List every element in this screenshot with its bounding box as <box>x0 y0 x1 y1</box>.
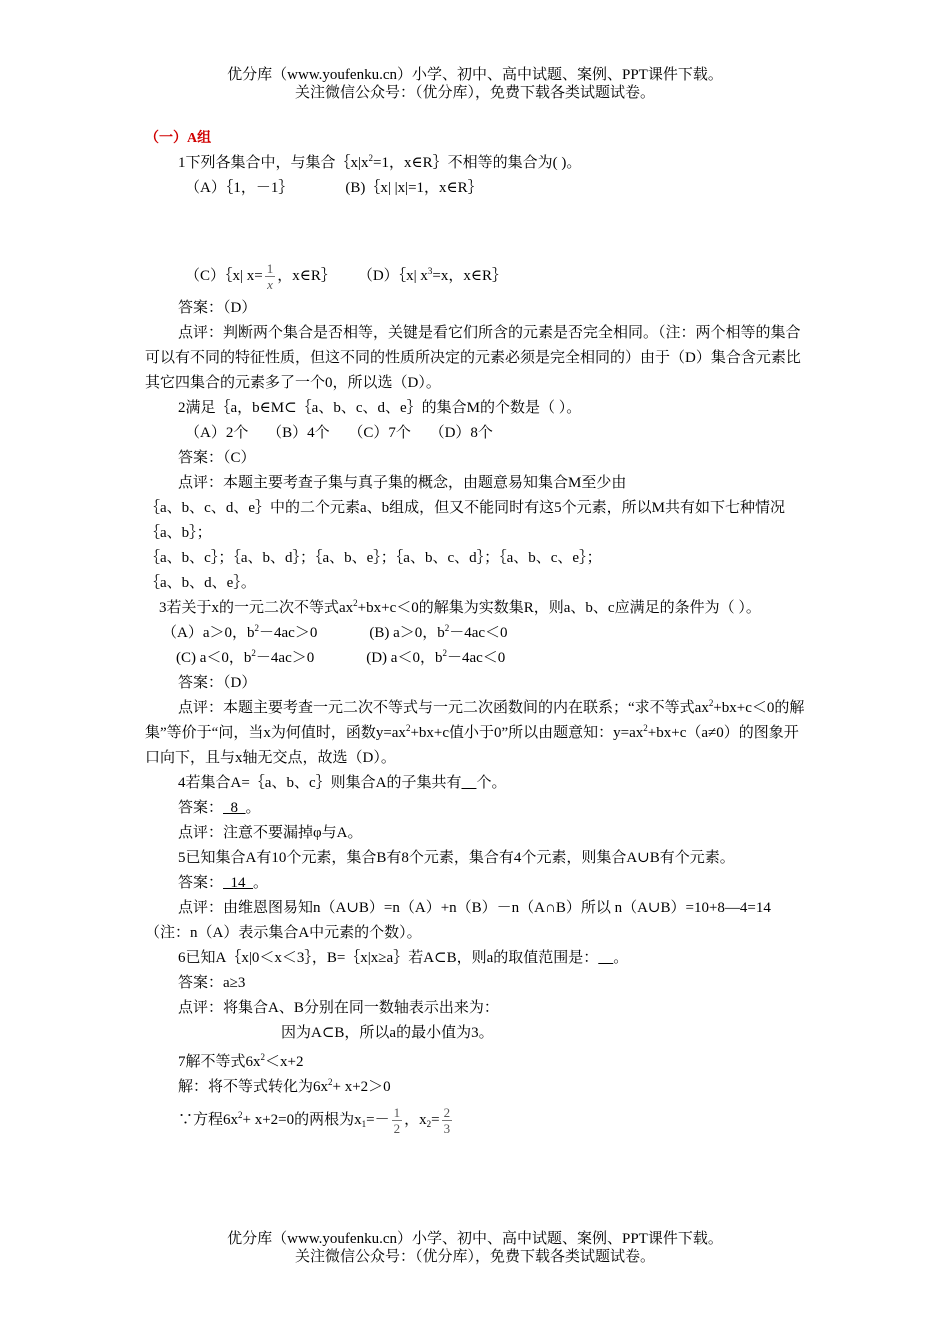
question-2-comment-3: ｛a、b、c｝；｛a、b、d｝；｛a、b、e｝；｛a、b、c、d｝；｛a、b、c、e｝； <box>145 550 602 567</box>
question-3-answer: 答案：（D） <box>178 675 257 692</box>
question-4-comment: 点评：注意不要漏掉φ与A。 <box>178 825 363 842</box>
question-1-answer: 答案：（D） <box>178 300 257 317</box>
question-1-comment: 点评：判断两个集合是否相等，关键是看它们所含的元素是否完全相同。（注：两个相等的集合可以有不同的特征性质，但这不同的性质所决定的元素必须是完全相同的）由于（D）集合含元素比其它四集合的元素多了一个0，所以选（D）。 <box>145 325 801 392</box>
question-2-stem: 2满足｛a，b∈M⊂｛a、b、c、d、e｝的集合M的个数是（ ）。 <box>178 400 582 417</box>
q3-option-a: （A）a＞0，$b^2-4ac>0$ <box>162 623 318 642</box>
q1-option-d: （D）｛x| $x^3=x$，x∈R｝ <box>357 266 507 284</box>
q6-blank <box>598 950 613 966</box>
question-3-stem: 3若关于x的一元二次不等式$ax^2+bx+c<0$的解集为实数集R，则a、b、c应满足的条件为（ ）。 <box>159 598 761 617</box>
q3-option-d: (D) a＜0，$b^2-4ac<0$ <box>366 648 506 667</box>
question-7-stem: 7解不等式$6x^2<x+2$ <box>178 1052 304 1071</box>
question-5-answer: 答案： 14 。 <box>178 875 269 892</box>
question-2-options: （A）2个 （B）4个 （C）7个 （D）8个 <box>185 425 493 442</box>
question-3-comment: 点评：本题主要考查一元二次不等式与一元二次函数间的内在联系；“求不等式$ax^2+bx+c<0$的解集”等价于“问，当x为何值时，函数$y=ax^2+bx+c$值小于0”所以由题意知：$y=ax^2+bx+c(a\ne 0)$的图象开口向下，且与x轴无交点，故选（D）。 <box>145 698 805 767</box>
question-1-options-cd <box>145 261 810 292</box>
q3-option-b: (B) a＞0，$b^2-4ac<0$ <box>369 623 508 642</box>
question-3-options-cd <box>145 646 810 671</box>
question-6-comment-2: 因为A⊂B，所以a的最小值为3。 <box>281 1025 494 1042</box>
page-footer <box>0 1230 950 1266</box>
footer-line-2: 关注微信公众号：（优分库），免费下载各类试题试卷。 <box>294 1249 655 1265</box>
document-body <box>145 126 810 1140</box>
page-header <box>0 66 950 102</box>
q1-option-b: (B)｛x| |x|=1，x∈R｝ <box>345 180 483 196</box>
q1-option-c: （C）｛x| x= $\frac{1}{x}$ ，x∈R｝ <box>185 261 336 293</box>
header-line-2: 关注微信公众号：（优分库），免费下载各类试题试卷。 <box>294 85 655 101</box>
fraction-1-over-2: $\frac{1}{2}$ <box>393 1105 401 1137</box>
question-5-comment: 点评：由维恩图易知n（A∪B）=n（A）+n（B）－n（A∩B）所以 n（A∪B）=10+8—4=14 （注：n（A）表示集合A中元素的个数）。 <box>145 900 771 942</box>
q4-blank <box>461 775 476 791</box>
question-5-stem: 5已知集合A有10个元素，集合B有8个元素，集合有4个元素，则集合A∪B有个元素。 <box>178 850 735 867</box>
header-line-1: 优分库（www.youfenku.cn）小学、初中、高中试题、案例、PPT课件下载。 <box>227 67 723 83</box>
question-2-comment-4: ｛a、b、d、e｝。 <box>145 575 256 592</box>
question-7-roots: ∵方程$6x^2+ x+2=0$的两根为$x_1=-$ $\frac{1}{2}$ ，$x_2=$ $\frac{2}{3}$ <box>178 1105 451 1137</box>
question-4-stem: 4若集合A=｛a、b、c｝则集合A的子集共有 个。 <box>178 775 507 792</box>
question-7-solution: 解：将不等式转化为$6x^2+ x+2>0$ <box>178 1077 391 1096</box>
question-3-options-ab <box>145 621 810 646</box>
question-1-stem: 1下列各集合中，与集合$\{x|x^2=1$，x∈R｝不相等的集合为( )。 <box>178 153 582 171</box>
question-1-options-ab <box>145 176 810 201</box>
question-2-comment-1: 点评：本题主要考查子集与真子集的概念，由题意易知集合M至少由 <box>178 475 627 492</box>
footer-line-1: 优分库（www.youfenku.cn）小学、初中、高中试题、案例、PPT课件下载。 <box>227 1231 723 1247</box>
section-title: （一）A组 <box>145 131 212 146</box>
fraction-2-over-3: $\frac{2}{3}$ <box>443 1105 451 1137</box>
q3-option-c: (C) a＜0，$b^2-4ac>0$ <box>176 648 315 667</box>
question-2-comment-2: ｛a、b、c、d、e｝中的二个元素a、b组成，但又不能同时有这5个元素，所以M共有如下七种情况｛a、b｝； <box>145 500 785 542</box>
fraction-1-over-x: $\frac{1}{x}$ <box>266 261 274 293</box>
question-6-answer: 答案：a≥3 <box>178 975 246 992</box>
question-6-stem: 6已知A｛x|0＜x＜3｝，B=｛x|x≥a｝若A⊂B，则a的取值范围是： 。 <box>178 950 629 967</box>
question-4-answer: 答案： 8 。 <box>178 800 261 817</box>
question-2-answer: 答案：（C） <box>178 450 256 467</box>
question-6-comment-1: 点评：将集合A、B分别在同一数轴表示出来为： <box>178 1000 499 1017</box>
q1-option-a: （A）｛1，－1｝ <box>185 180 294 196</box>
